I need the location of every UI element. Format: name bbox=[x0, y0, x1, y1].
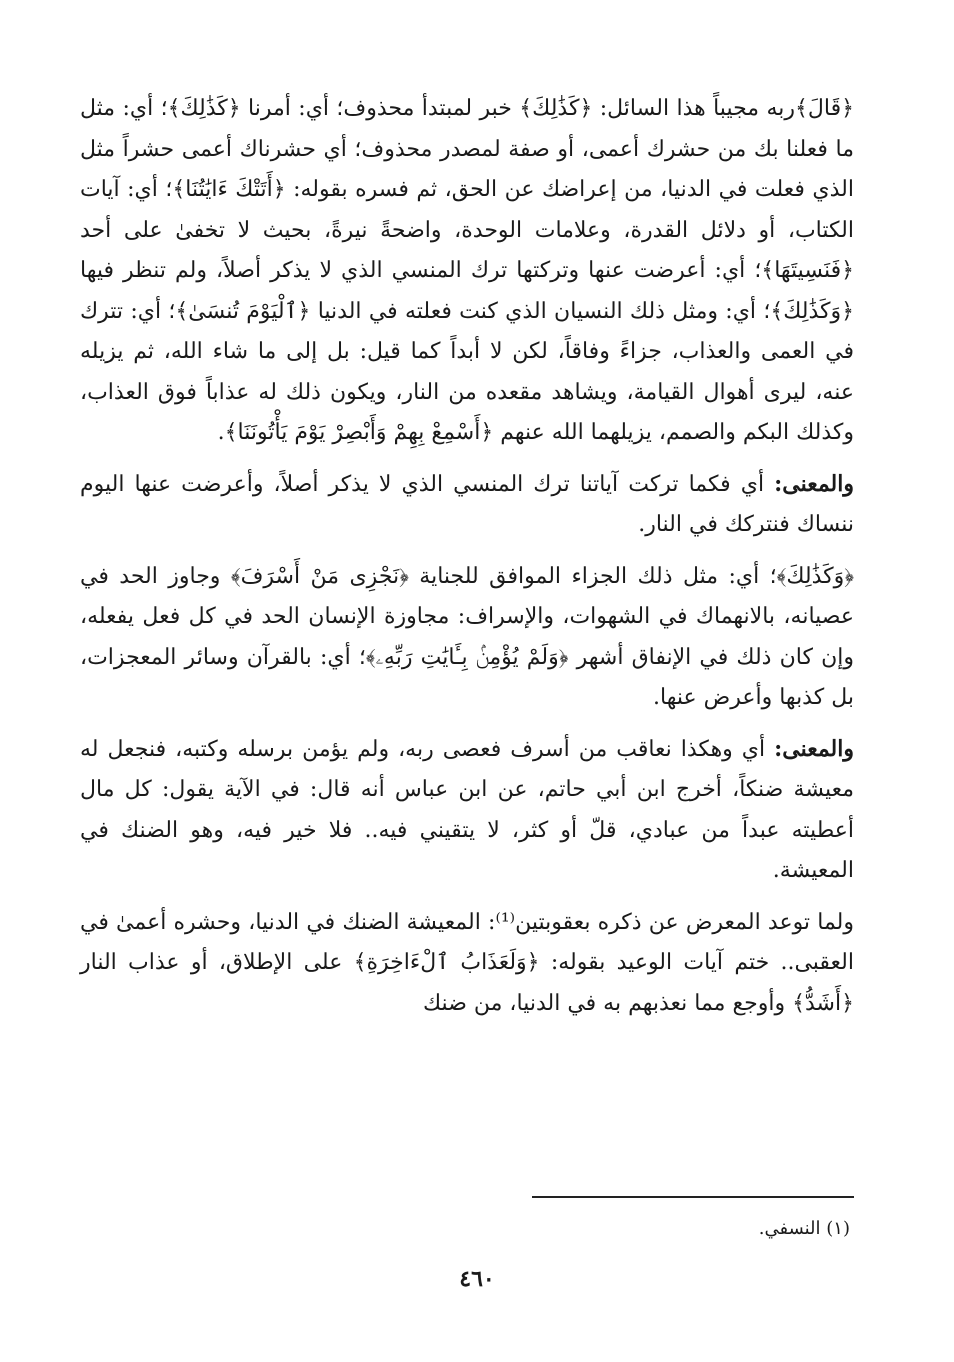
paragraph-text: ﴿قَالَ﴾ربه مجيباً هذا السائل: ﴿كَذَٰلِكَ﴾ خبر لمبتدأ محذوف؛ أي: أمرنا ﴿كَذَٰلِكَ﴾؛ أي: مثل ما فعلنا بك من حشرك أعمى، أو صفة لمصدر محذوف؛ أي حشرناك أعمى حشراً مثل الذي فعلت في الدنيا، من إعراضك عن الحق، ثم فسره بقوله: ﴿أَتَتْكَ ءَايَٰتُنَا﴾؛ أي: آيات الكتاب، أو دلائل القدرة، وعلامات الوحدة، واضحةً نيرةً، بحيث لا تخفىٰ على أحد ﴿فَنَسِيتَهَا﴾؛ أي: أعرضت عنها وتركتها ترك المنسي الذي لا يذكر أصلاً، ولم تنظر فيها ﴿وَكَذَٰلِكَ﴾؛ أي: ومثل ذلك النسيان الذي كنت فعلته في الدنيا ﴿ٱلْيَوْمَ تُنسَىٰ﴾؛ أي: تترك في العمى والعذاب، جزاءً وفاقاً، لكن لا أبداً كما قيل: بل إلى ما شاء الله، ثم يزيله عنه، ليرى أهوال القيامة، ويشاهد مقعده من النار، ويكون ذلك له عذاباً فوق العذاب، وكذلك البكم والصمم، يزيلهما الله عنهم ﴿أَسْمِعْ بِهِمْ وَأَبْصِرْ يَوْمَ يَأْتُونَنَا﴾. bbox=[80, 96, 854, 445]
paragraph-lead: والمعنى: bbox=[774, 470, 854, 497]
paragraph-text: ﴿وَكَذَٰلِكَ﴾؛ أي: مثل ذلك الجزاء الموافق للجناية ﴿نَجْزِى مَنْ أَسْرَفَ﴾ وجاوز الحد في عصيانه، بالانهماك في الشهوات، والإسراف: مجاوزة الإنسان الحد في كل فعل يفعله، وإن كان ذلك في الإنفاق أشهر ﴿وَلَمْ يُؤْمِنۢ بِـَٔايَٰتِ رَبِّهِۦ﴾؛ أي: بالقرآن وسائر المعجزات، بل كذبها وأعرض عنها. bbox=[80, 563, 854, 710]
paragraph-5 bbox=[80, 902, 854, 1025]
paragraph-text: ولما توعد المعرض عن ذكره بعقوبتين⁽¹⁾: المعيشة الضنك في الدنيا، وحشره أعمىٰ في العقبى.. ختم آيات الوعيد بقوله: ﴿وَلَعَذَابُ ٱلْءَاخِرَةِ﴾ على الإطلاق، أو عذاب النار ﴿أَشَدُّ﴾ وأوجع مما نعذبهم به في الدنيا، من ضنك bbox=[80, 909, 854, 1016]
paragraph-lead: والمعنى: bbox=[774, 735, 854, 762]
paragraph-3 bbox=[80, 556, 854, 719]
paragraph-text: أي فكما تركت آياتنا ترك المنسي الذي لا يذكر أصلاً، وأعرضت عنها اليوم ننساك فنتركك في النار. bbox=[80, 471, 854, 537]
paragraph-2 bbox=[80, 464, 854, 546]
paragraph-1 bbox=[80, 88, 854, 454]
paragraph-text: أي وهكذا نعاقب من أسرف فعصى ربه، ولم يؤمن برسله وكتبه، فنجعل له معيشة ضنكاً، أخرج ابن أبي حاتم، عن ابن عباس أنه قال: في الآية يقول: كل مال أعطيته عبداً من عبادي، قلّ أو كثر، لا يتقيني فيه.. فلا خير فيه، وهو الضنك في المعيشة. bbox=[80, 736, 854, 883]
paragraph-4 bbox=[80, 729, 854, 892]
footnote-divider bbox=[532, 1196, 854, 1198]
footnote: (١) النسفي. bbox=[758, 1218, 850, 1239]
page-number: ٤٦٠ bbox=[459, 1266, 495, 1292]
